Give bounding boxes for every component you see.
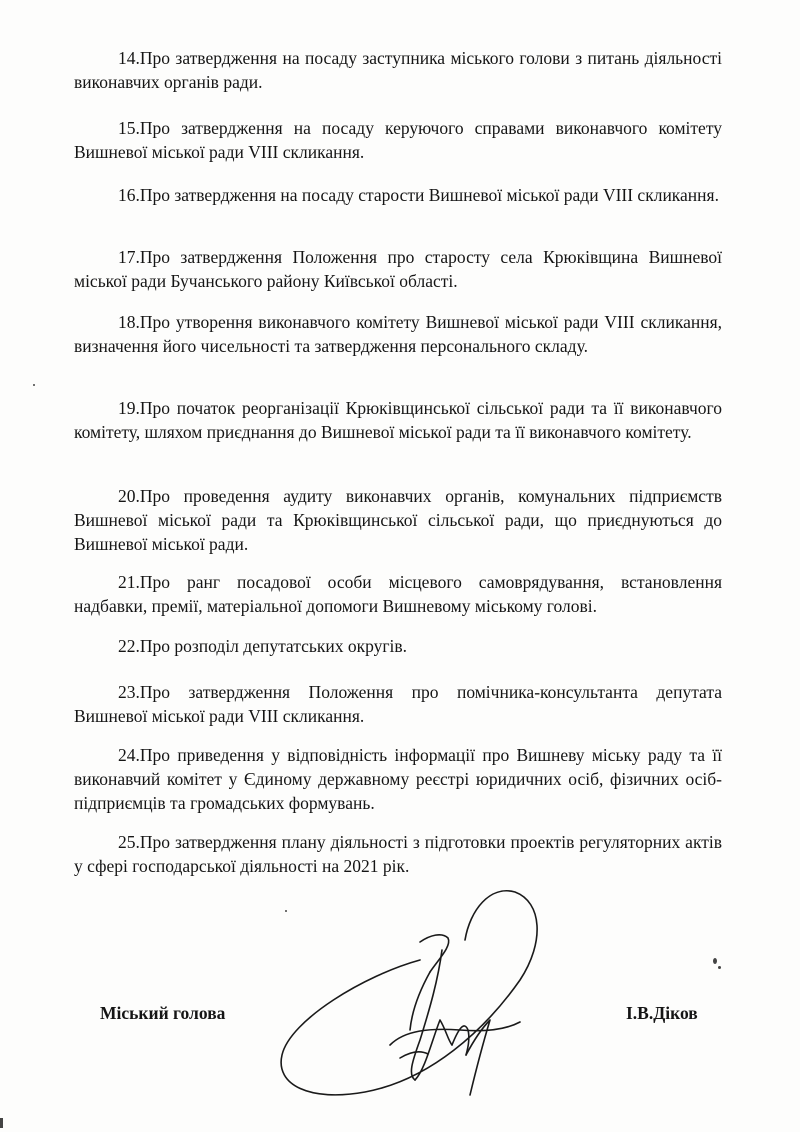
agenda-item-25: 25.Про затвердження плану діяльності з підготовки проектів регуляторних актів у сфері господарської діяльності на 2021 рік. (74, 832, 722, 876)
paper-speck (718, 966, 721, 969)
signatory-position: Міський голова (100, 1003, 226, 1023)
agenda-item-22: 22.Про розподіл депутатських округів. (118, 636, 408, 656)
agenda-item-16: 16.Про затвердження на посаду старости Вишневої міської ради VIII скликання. (118, 185, 719, 205)
agenda-item-18: 18.Про утворення виконавчого комітету Вишневої міської ради VIII скликання, визначення його чисельності та затвердження персонального складу. (74, 312, 722, 356)
paper-speck (713, 958, 717, 964)
paper-speck (285, 910, 287, 912)
agenda-item-23: 23.Про затвердження Положення про помічника-консультанта депутата Вишневої міської ради VIII скликання. (74, 682, 722, 726)
agenda-item-15: 15.Про затвердження на посаду керуючого справами виконавчого комітету Вишневої міської ради VIII скликання. (74, 118, 722, 162)
agenda-item-21: 21.Про ранг посадової особи місцевого самоврядування, встановлення надбавки, премії, матеріальної допомоги Вишневому міському голові. (74, 572, 722, 616)
agenda-item-20: 20.Про проведення аудиту виконавчих органів, комунальних підприємств Вишневої міської ради та Крюківщинської сільської ради, що приєднуються до Вишневої міської ради. (74, 486, 722, 554)
agenda-item-19: 19.Про початок реорганізації Крюківщинської сільської ради та її виконавчого комітету, шляхом приєднання до Вишневої міської ради та її виконавчого комітету. (74, 398, 722, 442)
handwritten-signature (270, 880, 570, 1110)
signatory-name: І.В.Діков (626, 1003, 698, 1023)
paper-edge-mark (0, 1118, 3, 1128)
agenda-item-17: 17.Про затвердження Положення про старосту села Крюківщина Вишневої міської ради Бучанського району Київської області. (74, 247, 722, 291)
agenda-item-24: 24.Про приведення у відповідність інформації про Вишневу міську раду та її виконавчий комітет у Єдиному державному реєстрі юридичних осіб, фізичних осіб-підприємців та громадських формувань. (74, 745, 722, 813)
paper-speck (33, 384, 35, 386)
agenda-item-14: 14.Про затвердження на посаду заступника міського голови з питань діяльності виконавчих органів ради. (74, 48, 722, 92)
